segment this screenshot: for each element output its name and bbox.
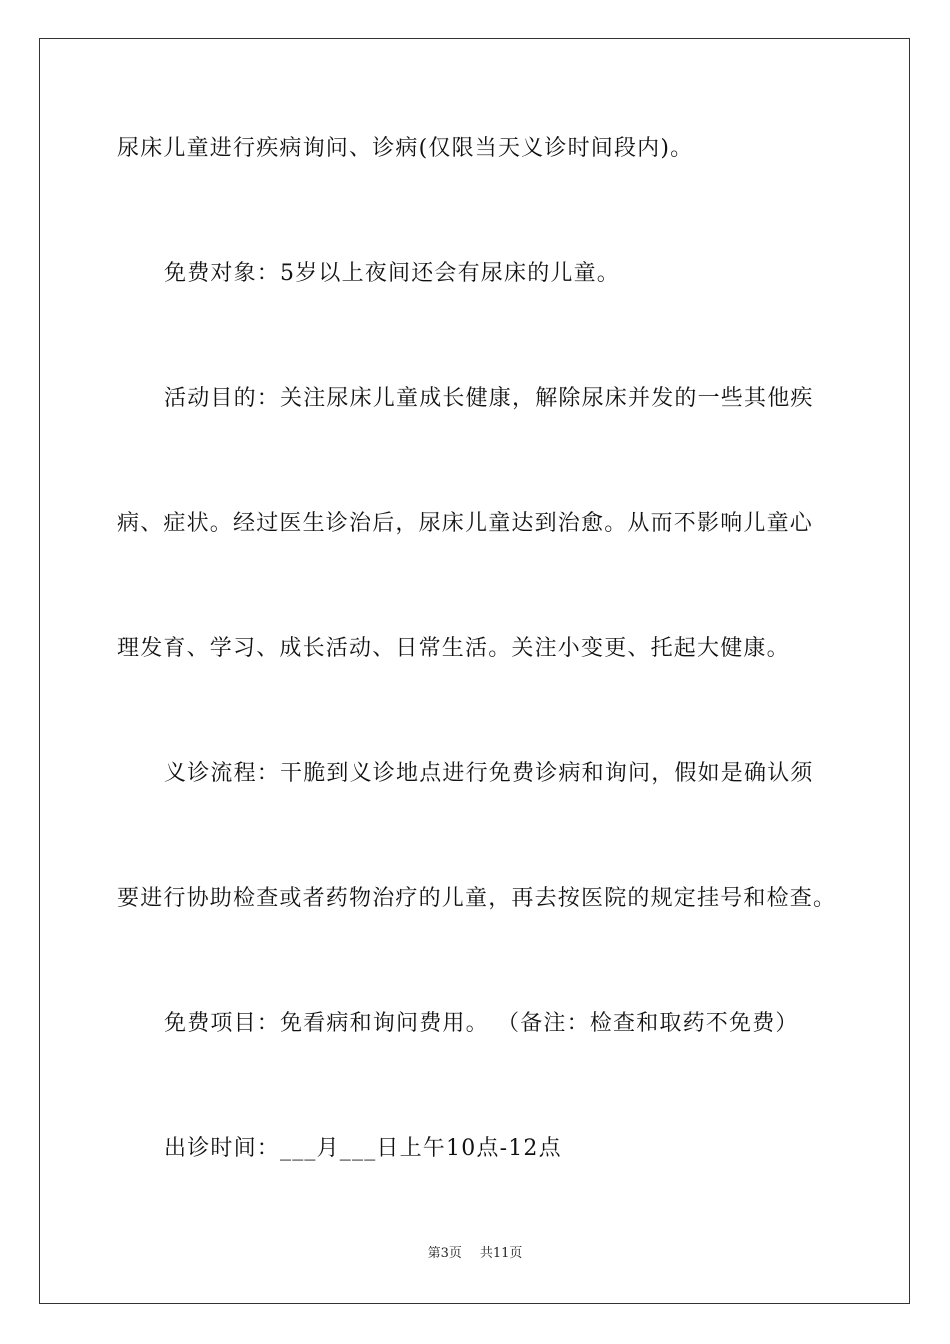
- text-line: 活动目的：关注尿床儿童成长健康，解除尿床并发的一些其他疾: [164, 386, 814, 411]
- text-line: 理发育、学习、成长活动、日常生活。关注小变更、托起大健康。: [117, 636, 790, 661]
- text-line: 病、症状。经过医生诊治后，尿床儿童达到治愈。从而不影响儿童心: [117, 511, 814, 536]
- text-line: 要进行协助检查或者药物治疗的儿童，再去按医院的规定挂号和检查。: [117, 886, 837, 911]
- page-number: 第3页: [427, 1246, 462, 1261]
- text-line: 免费对象：5岁以上夜间还会有尿床的儿童。: [164, 261, 620, 286]
- page-border: [39, 38, 910, 1304]
- page-footer: [0, 1245, 950, 1263]
- text-line: 尿床儿童进行疾病询问、诊病(仅限当天义诊时间段内)。: [117, 136, 694, 161]
- text-line: 义诊流程：干脆到义诊地点进行免费诊病和询问，假如是确认须: [164, 761, 814, 786]
- page-total: 共11页: [479, 1246, 523, 1261]
- text-line: 免费项目：免看病和询问费用。 （备注：检查和取药不免费）: [164, 1011, 799, 1036]
- text-line: 出诊时间：___月___日上午10点-12点: [164, 1136, 562, 1161]
